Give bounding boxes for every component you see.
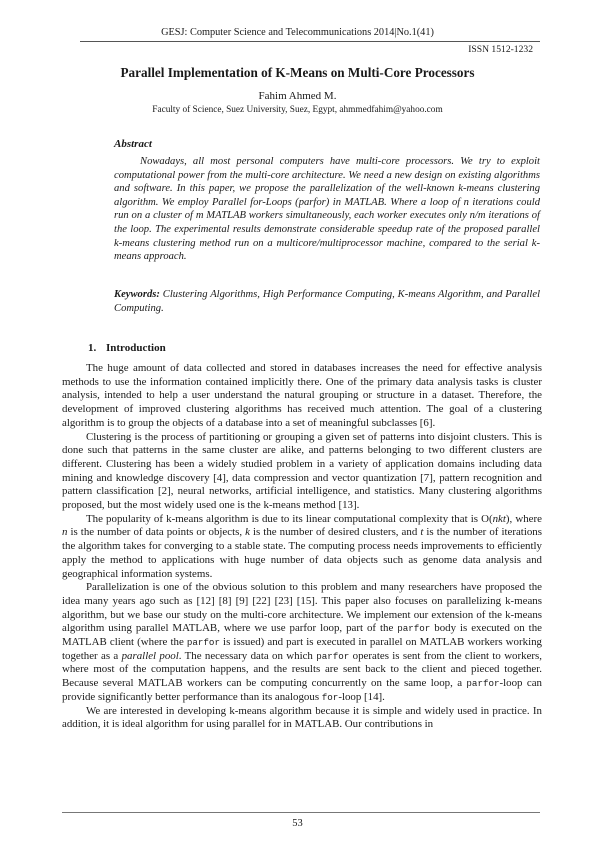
section-heading <box>88 342 166 354</box>
paragraph: The popularity of k-means algorithm is due to its linear computational complexity that is O(nkt), where n is the number of data points or objects, k is the number of desired clusters, and t is the number of iterations the algorithm takes for converging to a stable state. The computing process needs improvements to efficiently apply the method to applications with huge number of data objects such as genome data analysis and geographical information systems. <box>62 512 542 580</box>
section-title: Introduction <box>106 342 166 354</box>
page-number: 53 <box>292 818 303 829</box>
header-rule <box>80 41 540 42</box>
paragraph: The huge amount of data collected and stored in databases increases the need for effective analysis methods to use the information contained implicitly there. One of the primary data analysis tasks is cluster analysis, intended to help a user understand the natural grouping or structure in a dataset. Therefore, the development of improved clustering algorithms has received much attention. The goal of a clustering algorithm is to group the objects of a database into a set of meaningful subclasses [6]. <box>62 362 542 429</box>
footer-rule <box>62 812 540 813</box>
paragraph: We are interested in developing k-means algorithm because it is simple and widely used in practice. In addition, it is ideal algorithm for using parallel for in MATLAB. Our contributions in <box>62 704 542 731</box>
abstract-text: Nowadays, all most personal computers have multi-core processors. We try to exploit computational power from the multi-core architecture. We need a new design on existing algorithms and software. In this paper, we propose the parallelization of the well-known k-means clustering algorithm. We employ Parallel for-Loops (parfor) in MATLAB. Where a loop of n iterations could run on a cluster of m MATLAB workers simultaneously, each worker executes only n/m iterations of the loop. The experimental results demonstrate considerable speedup rate of the proposed parallel k-means clustering method run on a multicore/multiprocessor machine, compared to the serial k-means approach. <box>114 156 540 263</box>
keywords-list: Clustering Algorithms, High Performance Computing, K-means Algorithm, and Parallel Computing. <box>114 289 541 314</box>
section-number: 1. <box>88 342 97 354</box>
paragraph: Clustering is the process of partitioning or grouping a given set of patterns into disjoint clusters. This is done such that patterns in the same cluster are alike, and patterns belonging to two different clusters are different. Clustering has been a widely studied problem in a variety of application domains including data mining and knowledge discovery [4], data compression and vector quantization [7], pattern recognition and pattern classification [2], neural networks, artificial intelligence, and statistics. Many clustering algorithms proposed, but the most widely used one is the k-means method [13]. <box>62 430 542 512</box>
author-affiliation: Faculty of Science, Suez University, Suez, Egypt, ahmmedfahim@yahoo.com <box>152 105 443 115</box>
keywords-label: Keywords: <box>114 289 160 300</box>
journal-header: GESJ: Computer Science and Telecommunications 2014|No.1(41) <box>161 27 434 38</box>
paper-title: Parallel Implementation of K-Means on Multi-Core Processors <box>120 65 475 80</box>
keywords <box>114 288 540 315</box>
author-name: Fahim Ahmed M. <box>258 90 337 102</box>
issn: ISSN 1512-1232 <box>468 44 533 55</box>
abstract-heading: Abstract <box>114 138 152 150</box>
body-text <box>62 362 542 732</box>
paragraph: Parallelization is one of the obvious solution to this problem and many researchers have proposed the idea many years ago such as [12] [8] [9] [22] [23] [15]. This paper also focuses on parallelizing k-means algorithm, but we base our study on the multi-core architecture. We implement our extension of the k-means algorithm using parallel MATLAB, where we use parfor loop, part of the parfor body is executed on the MATLAB client (where the parfor is issued) and part is executed in parallel on MATLAB workers working together as a parallel pool. The necessary data on which parfor operates is sent from the client to workers, where most of the computation happens, and the results are sent back to the client and pieced together. Because several MATLAB workers can be computing concurrently on the same loop, a parfor-loop can provide significantly better performance than its analogous for-loop [14]. <box>62 581 542 703</box>
